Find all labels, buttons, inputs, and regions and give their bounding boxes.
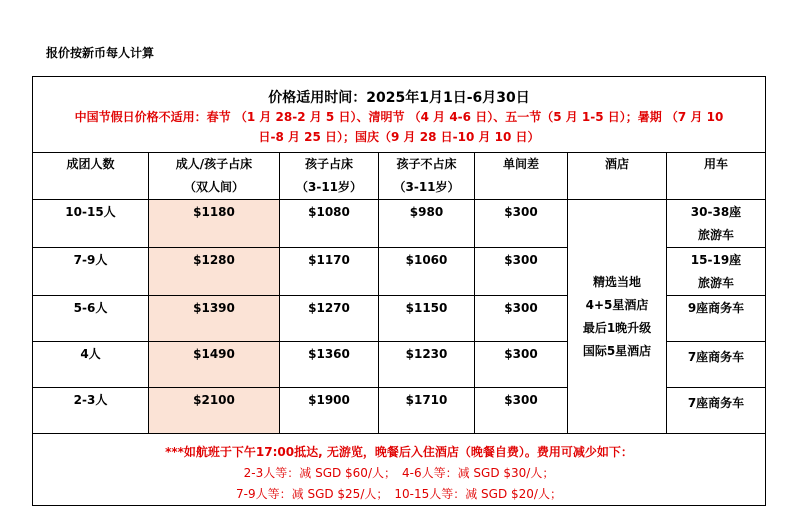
single-supplement-cell: $300 — [475, 248, 568, 296]
vehicle-line1: 15-19座 — [690, 253, 742, 267]
child-nobed-price-cell: $980 — [379, 200, 475, 248]
price-table — [32, 76, 766, 506]
footer-cell — [33, 434, 766, 506]
vehicle-line1: 9座商务车 — [687, 301, 745, 315]
hotel-line3: 最后1晚升级 — [582, 321, 652, 335]
col-group-size-label: 成团人数 — [66, 157, 115, 171]
col-child-bed — [280, 153, 379, 200]
vehicle-line1: 7座商务车 — [687, 350, 745, 364]
single-supplement-cell: $300 — [475, 388, 568, 434]
header-row — [33, 153, 766, 200]
col-hotel-label: 酒店 — [604, 157, 629, 171]
col-child-nobed-label: 孩子不占床 — [396, 157, 457, 171]
child-bed-price-cell: $1270 — [280, 296, 379, 342]
hotel-line4: 国际5星酒店 — [582, 344, 652, 358]
child-nobed-price-cell: $1150 — [379, 296, 475, 342]
col-hotel — [568, 153, 667, 200]
col-child-bed-sublabel: （3-11岁） — [295, 180, 363, 194]
col-vehicle-label: 用车 — [703, 157, 728, 171]
col-single-label: 单间差 — [502, 157, 539, 171]
col-adult-label: 成人/孩子占床 — [175, 157, 253, 171]
group-size-cell: 7-9人 — [33, 248, 149, 296]
vehicle-cell — [667, 296, 766, 342]
title-row — [33, 77, 766, 153]
group-size-cell: 10-15人 — [33, 200, 149, 248]
page-heading: 报价按新币每人计算 — [46, 46, 155, 60]
col-child-bed-label: 孩子占床 — [304, 157, 353, 171]
vehicle-line2: 旅游车 — [697, 276, 734, 290]
adult-price-cell: $1280 — [149, 248, 280, 296]
hotel-line1: 精选当地 — [592, 275, 641, 289]
child-bed-price-cell: $1900 — [280, 388, 379, 434]
discount-line1: 2-3人等：减 SGD $60/人； 4-6人等：减 SGD $30/人； — [243, 466, 555, 480]
col-adult-sublabel: （双人间） — [183, 180, 244, 194]
col-child-nobed — [379, 153, 475, 200]
single-supplement-cell: $300 — [475, 342, 568, 388]
col-child-nobed-sublabel: （3-11岁） — [393, 180, 460, 194]
col-adult — [149, 153, 280, 200]
single-supplement-cell: $300 — [475, 296, 568, 342]
col-group-size — [33, 153, 149, 200]
child-nobed-price-cell: $1710 — [379, 388, 475, 434]
adult-price-cell: $1180 — [149, 200, 280, 248]
child-nobed-price-cell: $1060 — [379, 248, 475, 296]
child-bed-price-cell: $1080 — [280, 200, 379, 248]
col-vehicle — [667, 153, 766, 200]
adult-price-cell: $1390 — [149, 296, 280, 342]
discount-line2: 7-9人等：减 SGD $25/人； 10-15人等：减 SGD $20/人； — [236, 487, 562, 501]
child-bed-price-cell: $1170 — [280, 248, 379, 296]
hotel-cell — [568, 200, 667, 434]
group-size-cell: 4人 — [33, 342, 149, 388]
child-nobed-price-cell: $1230 — [379, 342, 475, 388]
vehicle-line1: 30-38座 — [690, 205, 742, 219]
vehicle-cell — [667, 342, 766, 388]
vehicle-cell — [667, 200, 766, 248]
title-cell — [33, 77, 766, 153]
holiday-exclusion-line2: 日-8 月 25 日）；国庆（9 月 28 日-10 月 10 日） — [258, 130, 540, 144]
validity-period: 价格适用时间：2025年1月1日-6月30日 — [268, 90, 530, 106]
vehicle-cell — [667, 388, 766, 434]
group-size-cell: 2-3人 — [33, 388, 149, 434]
group-size-cell: 5-6人 — [33, 296, 149, 342]
holiday-exclusion-line1: 中国节假日价格不适用：春节 （1 月 28-2 月 5 日）、清明节 （4 月 4-6 日）、五一节（5 月 1-5 日）；暑期 （7 月 10 — [74, 110, 724, 124]
table-row — [33, 200, 766, 248]
child-bed-price-cell: $1360 — [280, 342, 379, 388]
col-single-supplement — [475, 153, 568, 200]
late-arrival-note: ***如航班于下午17:00抵达, 无游览，晚餐后入住酒店（晚餐自费）。费用可减少如下： — [165, 445, 633, 459]
vehicle-line1: 7座商务车 — [687, 396, 745, 410]
adult-price-cell: $2100 — [149, 388, 280, 434]
vehicle-cell — [667, 248, 766, 296]
vehicle-line2: 旅游车 — [697, 228, 734, 242]
single-supplement-cell: $300 — [475, 200, 568, 248]
hotel-line2: 4+5星酒店 — [585, 298, 649, 312]
adult-price-cell: $1490 — [149, 342, 280, 388]
footer-row — [33, 434, 766, 506]
